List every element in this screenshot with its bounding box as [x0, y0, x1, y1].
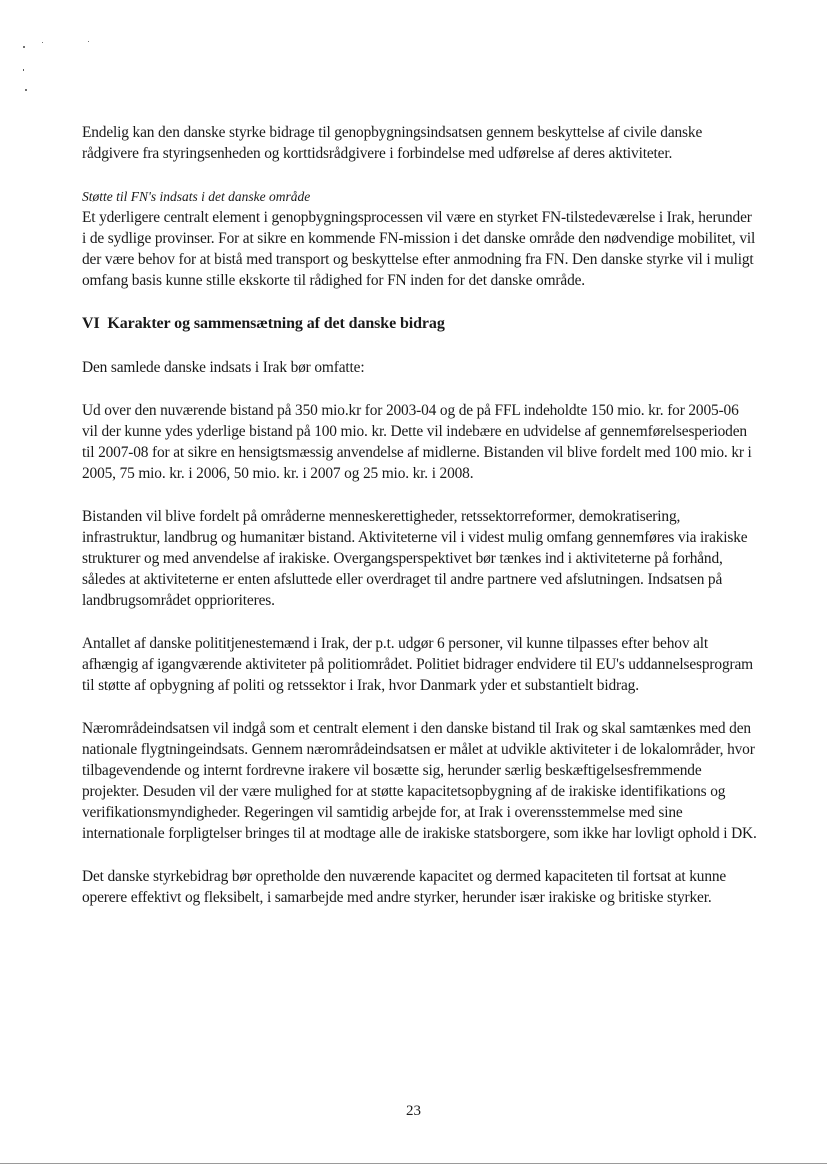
paragraph-force-contribution: Det danske styrkebidrag bør opretholde den nuværende kapacitet og dermed kapaciteten til fortsat at kunne operere effektivt og fleksibelt, i samarbejde med andre styrker, herunder især irakiske og britiske styrker.: [82, 868, 727, 906]
scan-artifact: [88, 41, 89, 42]
page-number: 23: [406, 1103, 421, 1119]
paragraph-near-region: Nærområdeindsatsen vil indgå som et centralt element i den danske bistand til Irak og skal samtænkes med den nationale flygtningeindsats. Gennem nærområdeindsatsen er målet at udvikle aktiviteter i de lokalområder, hvor tilbagevendende og internt fordrevne irakere vil bosætte sig, herunder særlig beskæftigelsesfremmende projekter. Desuden vil der være mulighed for at støtte kapacitetsopbygning af de irakiske identifikations og verifikationsmyndigheder. Regeringen vil samtidig arbejde for, at Irak i overensstemmelse med sine internationale forpligtelser bringes til at modtage alle de irakiske statsborgere, som ikke har lovligt ophold i DK.: [82, 720, 757, 842]
paragraph-total-contribution: Den samlede danske indsats i Irak bør omfatte:: [82, 359, 365, 376]
section-heading-vi: VI Karakter og sammensætning af det danske bidrag: [82, 315, 445, 332]
paragraph-police: Antallet af danske polititjenestemænd i Irak, der p.t. udgør 6 personer, vil kunne tilpasses efter behov alt afhængig af igangværende aktiviteter på politiområdet. Politiet bidrager endvidere til EU's uddannelsesprogram til støtte af opbygning af politi og retssektor i Irak, hvor Danmark yder et substantielt bidrag.: [82, 635, 753, 694]
paragraph-funding: Ud over den nuværende bistand på 350 mio.kr for 2003-04 og de på FFL indeholdte 150 mio. kr. for 2005-06 vil der kunne ydes yderlige bistand på 100 mio. kr. Dette vil indebære en udvidelse af gennemførelsesperioden til 2007-08 for at sikre en hensigtsmæssig anvendelse af midlerne. Bistanden vil blive fordelt med 100 mio. kr i 2005, 75 mio. kr. i 2006, 50 mio. kr. i 2007 og 25 mio. kr. i 2008.: [82, 402, 752, 482]
document-page: [82, 122, 757, 908]
scan-artifact: [25, 89, 27, 91]
paragraph-fn-presence: Et yderligere centralt element i genopbygningsprocessen vil være en styrket FN-tilstedeværelse i Irak, herunder i de sydlige provinser. For at sikre en kommende FN-mission i det danske område den nødvendige mobilitet, vil der være behov for at bistå med transport og beskyttelse efter anmodning fra FN. Den danske styrke vil i muligt omfang basis kunne stille ekskorte til rådighed for FN inden for det danske område.: [82, 209, 756, 289]
page-bottom-edge: [0, 1163, 827, 1164]
scan-artifact: [23, 46, 25, 48]
scan-artifact: [42, 42, 43, 43]
scan-artifact: [23, 69, 24, 71]
paragraph-aid-areas: Bistanden vil blive fordelt på områderne menneskerettigheder, retssektorreformer, demokratisering, infrastruktur, landbrug og humanitær bistand. Aktiviteterne vil i videst mulig omfang gennemføres via irakiske strukturer og med anvendelse af irakiske. Overgangsperspektivet bør tænkes ind i aktiviteterne på forhånd, således at aktiviteterne er enten afsluttede eller overdraget til andre partnere ved afslutningen. Indsatsen på landbrugsområdet opprioriteres.: [82, 508, 748, 609]
paragraph-civil-advisors: Endelig kan den danske styrke bidrage til genopbygningsindsatsen gennem beskyttelse af civile danske rådgivere fra styringsenheden og korttidsrådgivere i forbindelse med udførelse af deres aktiviteter.: [82, 124, 703, 162]
subheading-fn-support: Støtte til FN's indsats i det danske område: [82, 189, 311, 204]
